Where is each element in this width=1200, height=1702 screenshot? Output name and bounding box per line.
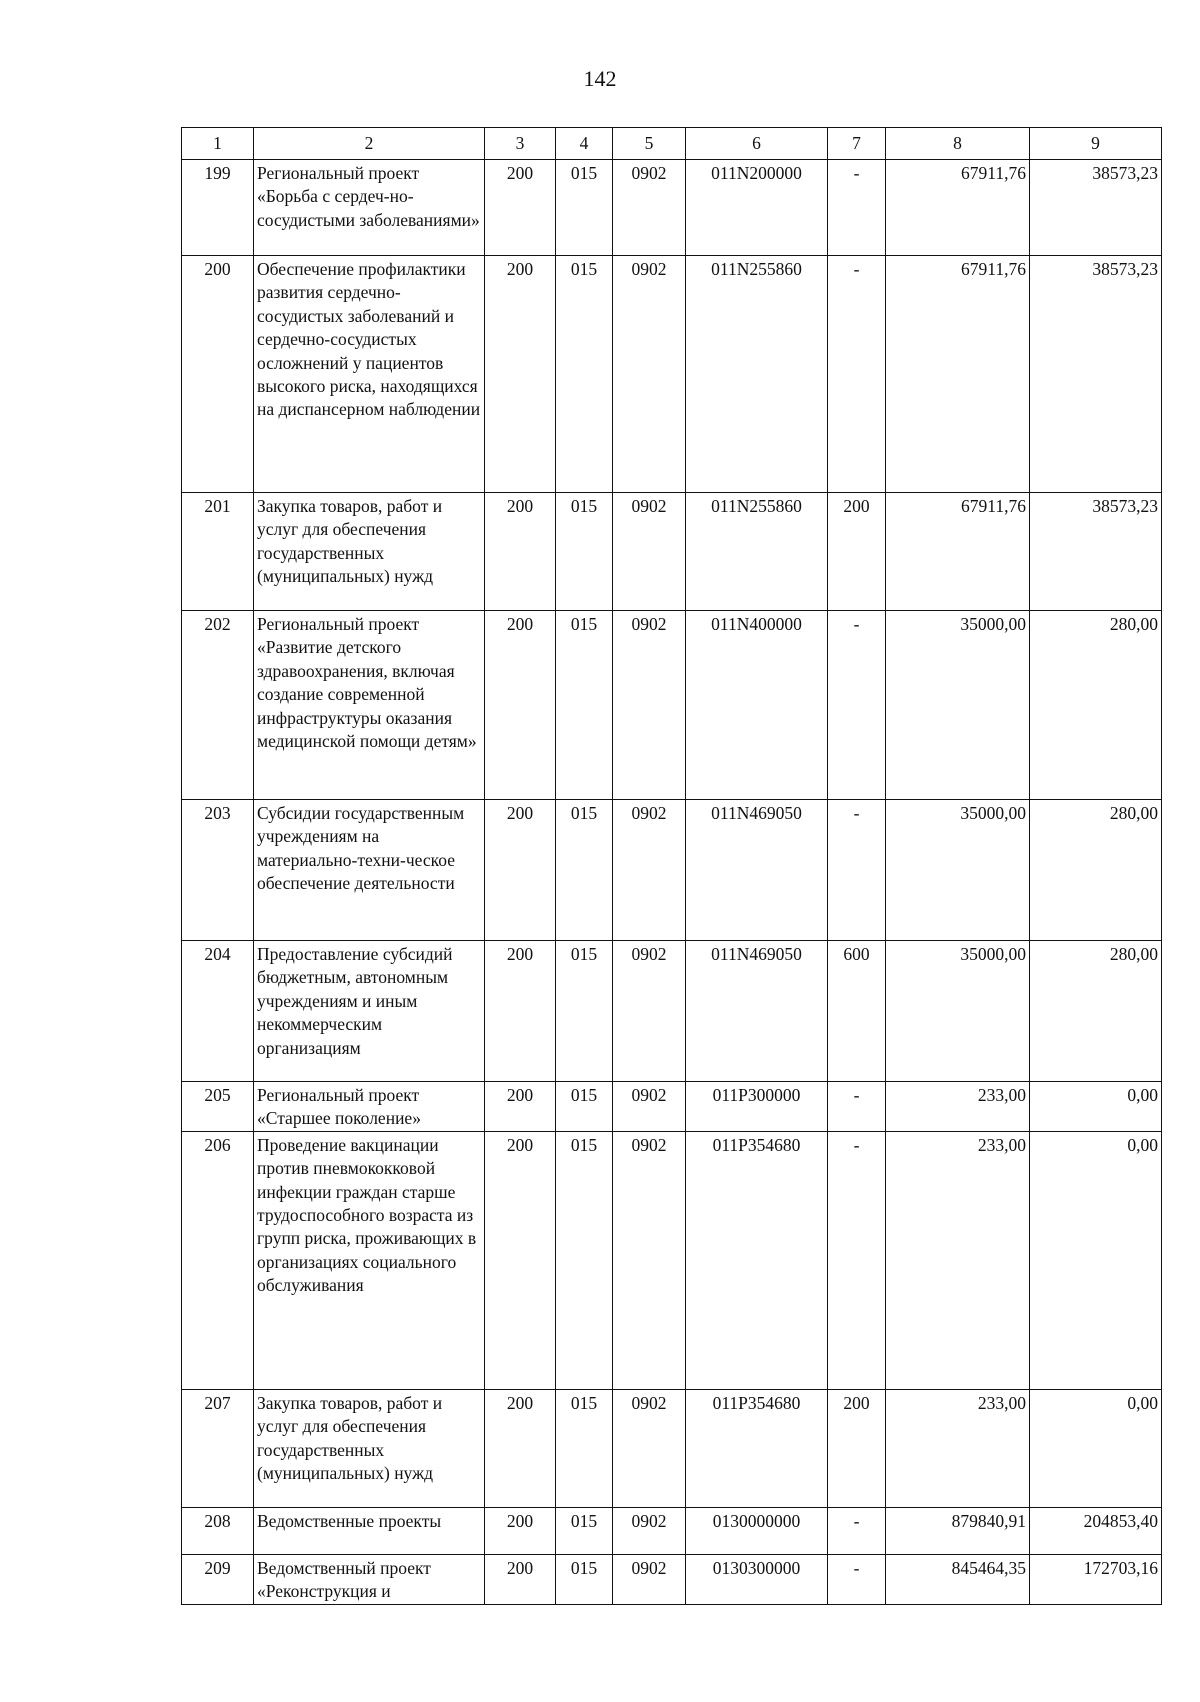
- row-name: Региональный проект «Борьба с сердеч-но-сосудистыми заболеваниями»: [254, 160, 485, 256]
- row-name: Субсидии государственным учреждениям на материально-техни-ческое обеспечение деятельности: [254, 800, 485, 941]
- col-7: 200: [828, 493, 886, 611]
- column-header: 9: [1030, 128, 1162, 160]
- col-3: 200: [485, 1389, 556, 1507]
- table-row: [182, 1389, 1162, 1507]
- col-5: 0902: [613, 1082, 686, 1132]
- col-9: 38573,23: [1030, 493, 1162, 611]
- row-name: Ведомственные проекты: [254, 1507, 485, 1554]
- col-6: 011N255860: [686, 256, 828, 493]
- col-3: 200: [485, 256, 556, 493]
- table-row: [182, 160, 1162, 256]
- col-4: 015: [556, 1131, 613, 1389]
- col-6: 011N200000: [686, 160, 828, 256]
- col-9: 204853,40: [1030, 1507, 1162, 1554]
- row-name: Закупка товаров, работ и услуг для обеспечения государственных (муниципальных) нужд: [254, 493, 485, 611]
- col-9: 0,00: [1030, 1131, 1162, 1389]
- col-5: 0902: [613, 1389, 686, 1507]
- col-9: 280,00: [1030, 800, 1162, 941]
- budget-table: [181, 127, 1162, 1605]
- col-7: -: [828, 1082, 886, 1132]
- col-8: 35000,00: [886, 941, 1030, 1082]
- row-number: 207: [182, 1389, 254, 1507]
- row-name: Закупка товаров, работ и услуг для обеспечения государственных (муниципальных) нужд: [254, 1389, 485, 1507]
- col-7: -: [828, 800, 886, 941]
- col-6: 0130300000: [686, 1554, 828, 1604]
- col-6: 011N469050: [686, 941, 828, 1082]
- col-7: 600: [828, 941, 886, 1082]
- row-number: 202: [182, 611, 254, 800]
- row-name: Обеспечение профилактики развития сердечно-сосудистых заболеваний и сердечно-сосудистых осложнений у пациентов высокого риска, находящихся на диспансерном наблюдении: [254, 256, 485, 493]
- col-8: 67911,76: [886, 493, 1030, 611]
- col-7: -: [828, 1554, 886, 1604]
- col-4: 015: [556, 160, 613, 256]
- col-5: 0902: [613, 611, 686, 800]
- col-6: 011N400000: [686, 611, 828, 800]
- col-9: 0,00: [1030, 1389, 1162, 1507]
- row-number: 200: [182, 256, 254, 493]
- col-9: 172703,16: [1030, 1554, 1162, 1604]
- col-8: 35000,00: [886, 800, 1030, 941]
- col-5: 0902: [613, 800, 686, 941]
- row-name: Предоставление субсидий бюджетным, автономным учреждениям и иным некоммерческим организациям: [254, 941, 485, 1082]
- row-number: 199: [182, 160, 254, 256]
- row-number: 201: [182, 493, 254, 611]
- table-row: [182, 493, 1162, 611]
- col-7: 200: [828, 1389, 886, 1507]
- row-number: 203: [182, 800, 254, 941]
- col-4: 015: [556, 1554, 613, 1604]
- col-7: -: [828, 1507, 886, 1554]
- column-header: 5: [613, 128, 686, 160]
- row-name: Проведение вакцинации против пневмококковой инфекции граждан старше трудоспособного возраста из групп риска, проживающих в организациях социального обслуживания: [254, 1131, 485, 1389]
- col-4: 015: [556, 941, 613, 1082]
- column-header: 1: [182, 128, 254, 160]
- col-8: 879840,91: [886, 1507, 1030, 1554]
- table-row: [182, 941, 1162, 1082]
- col-8: 233,00: [886, 1389, 1030, 1507]
- col-6: 011P354680: [686, 1389, 828, 1507]
- col-6: 011N255860: [686, 493, 828, 611]
- col-8: 233,00: [886, 1082, 1030, 1132]
- col-3: 200: [485, 1082, 556, 1132]
- col-5: 0902: [613, 1131, 686, 1389]
- row-number: 208: [182, 1507, 254, 1554]
- column-header: 2: [254, 128, 485, 160]
- table-row: [182, 1131, 1162, 1389]
- col-7: -: [828, 1131, 886, 1389]
- header-row: [182, 128, 1162, 160]
- table-row: [182, 256, 1162, 493]
- col-5: 0902: [613, 256, 686, 493]
- col-9: 280,00: [1030, 611, 1162, 800]
- row-name: Региональный проект «Развитие детского здравоохранения, включая создание современной инфраструктуры оказания медицинской помощи детям»: [254, 611, 485, 800]
- row-number: 205: [182, 1082, 254, 1132]
- table-row: [182, 1082, 1162, 1132]
- col-5: 0902: [613, 941, 686, 1082]
- col-4: 015: [556, 1507, 613, 1554]
- col-6: 011P354680: [686, 1131, 828, 1389]
- row-number: 204: [182, 941, 254, 1082]
- col-8: 67911,76: [886, 160, 1030, 256]
- col-6: 0130000000: [686, 1507, 828, 1554]
- col-3: 200: [485, 800, 556, 941]
- col-4: 015: [556, 800, 613, 941]
- col-7: -: [828, 256, 886, 493]
- column-header: 3: [485, 128, 556, 160]
- col-5: 0902: [613, 1507, 686, 1554]
- col-9: 38573,23: [1030, 256, 1162, 493]
- col-9: 0,00: [1030, 1082, 1162, 1132]
- column-header: 6: [686, 128, 828, 160]
- col-9: 38573,23: [1030, 160, 1162, 256]
- column-header: 4: [556, 128, 613, 160]
- table-row: [182, 1554, 1162, 1604]
- col-3: 200: [485, 611, 556, 800]
- col-3: 200: [485, 941, 556, 1082]
- row-number: 206: [182, 1131, 254, 1389]
- col-4: 015: [556, 256, 613, 493]
- col-8: 35000,00: [886, 611, 1030, 800]
- col-3: 200: [485, 1507, 556, 1554]
- row-name: Ведомственный проект «Реконструкция и: [254, 1554, 485, 1604]
- col-8: 67911,76: [886, 256, 1030, 493]
- col-7: -: [828, 611, 886, 800]
- col-3: 200: [485, 1131, 556, 1389]
- col-4: 015: [556, 1389, 613, 1507]
- col-9: 280,00: [1030, 941, 1162, 1082]
- col-5: 0902: [613, 493, 686, 611]
- col-7: -: [828, 160, 886, 256]
- col-3: 200: [485, 160, 556, 256]
- col-6: 011N469050: [686, 800, 828, 941]
- column-header: 7: [828, 128, 886, 160]
- col-6: 011P300000: [686, 1082, 828, 1132]
- col-5: 0902: [613, 160, 686, 256]
- col-5: 0902: [613, 1554, 686, 1604]
- page-number: 142: [583, 66, 617, 91]
- col-3: 200: [485, 1554, 556, 1604]
- table-row: [182, 800, 1162, 941]
- col-4: 015: [556, 611, 613, 800]
- col-8: 845464,35: [886, 1554, 1030, 1604]
- table-row: [182, 1507, 1162, 1554]
- row-name: Региональный проект «Старшее поколение»: [254, 1082, 485, 1132]
- col-4: 015: [556, 493, 613, 611]
- table-row: [182, 611, 1162, 800]
- col-3: 200: [485, 493, 556, 611]
- col-4: 015: [556, 1082, 613, 1132]
- col-8: 233,00: [886, 1131, 1030, 1389]
- column-header: 8: [886, 128, 1030, 160]
- row-number: 209: [182, 1554, 254, 1604]
